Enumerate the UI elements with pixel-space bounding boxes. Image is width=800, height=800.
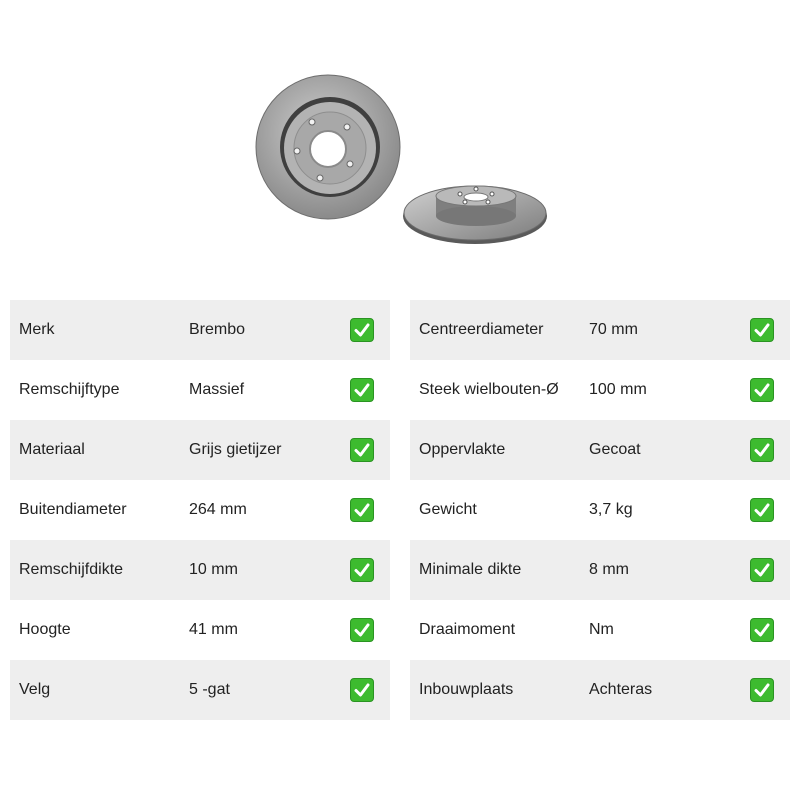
spec-label: Centreerdiameter	[419, 321, 544, 338]
spec-label: Remschijfdikte	[19, 561, 124, 578]
spec-row-merk	[10, 300, 390, 360]
check-icon	[750, 318, 774, 342]
check-icon	[750, 438, 774, 462]
spec-value: 70 mm	[589, 321, 638, 338]
spec-value: Gecoat	[589, 441, 641, 458]
spec-value: Massief	[189, 381, 245, 398]
spec-value: 41 mm	[189, 621, 238, 638]
spec-value: Achteras	[589, 681, 653, 698]
check-icon	[750, 558, 774, 582]
spec-label: Velg	[19, 681, 51, 698]
spec-value: 5 -gat	[189, 681, 230, 698]
spec-row-inbouwplaats	[410, 660, 790, 720]
check-icon	[350, 618, 374, 642]
spec-label: Draaimoment	[419, 621, 516, 638]
check-icon	[350, 678, 374, 702]
spec-label: Remschijftype	[19, 381, 120, 398]
spec-value: 264 mm	[189, 501, 247, 518]
brake-disc-image	[250, 70, 550, 250]
spec-label: Merk	[19, 321, 55, 338]
spec-row-minimale-dikte	[410, 540, 790, 600]
spec-label: Buitendiameter	[19, 501, 127, 518]
spec-row-remschijfdikte	[10, 540, 390, 600]
spec-table-left	[10, 300, 390, 720]
spec-label: Hoogte	[19, 621, 71, 638]
check-icon	[350, 318, 374, 342]
check-icon	[750, 618, 774, 642]
spec-table-right	[410, 300, 790, 720]
check-icon	[750, 378, 774, 402]
check-icon	[750, 498, 774, 522]
check-icon	[750, 678, 774, 702]
spec-value: Brembo	[189, 321, 246, 338]
spec-row-draaimoment	[410, 600, 790, 660]
spec-row-velg	[10, 660, 390, 720]
spec-row-remschijftype	[10, 360, 390, 420]
spec-row-steek-wielbouten	[410, 360, 790, 420]
spec-value: 8 mm	[589, 561, 629, 578]
spec-value: Grijs gietijzer	[189, 441, 282, 458]
spec-row-hoogte	[10, 600, 390, 660]
spec-label: Minimale dikte	[419, 561, 522, 578]
spec-row-oppervlakte	[410, 420, 790, 480]
spec-row-gewicht	[410, 480, 790, 540]
spec-label: Steek wielbouten-Ø	[419, 381, 559, 398]
spec-row-buitendiameter	[10, 480, 390, 540]
check-icon	[350, 438, 374, 462]
spec-label: Inbouwplaats	[419, 681, 514, 698]
spec-label: Gewicht	[419, 501, 477, 518]
spec-value: 3,7 kg	[589, 501, 633, 518]
spec-value: 100 mm	[589, 381, 647, 398]
spec-row-centreerdiameter	[410, 300, 790, 360]
check-icon	[350, 558, 374, 582]
check-icon	[350, 498, 374, 522]
spec-value: Nm	[589, 621, 614, 638]
spec-row-materiaal	[10, 420, 390, 480]
check-icon	[350, 378, 374, 402]
spec-value: 10 mm	[189, 561, 238, 578]
spec-label: Materiaal	[19, 441, 85, 458]
spec-label: Oppervlakte	[419, 441, 506, 458]
